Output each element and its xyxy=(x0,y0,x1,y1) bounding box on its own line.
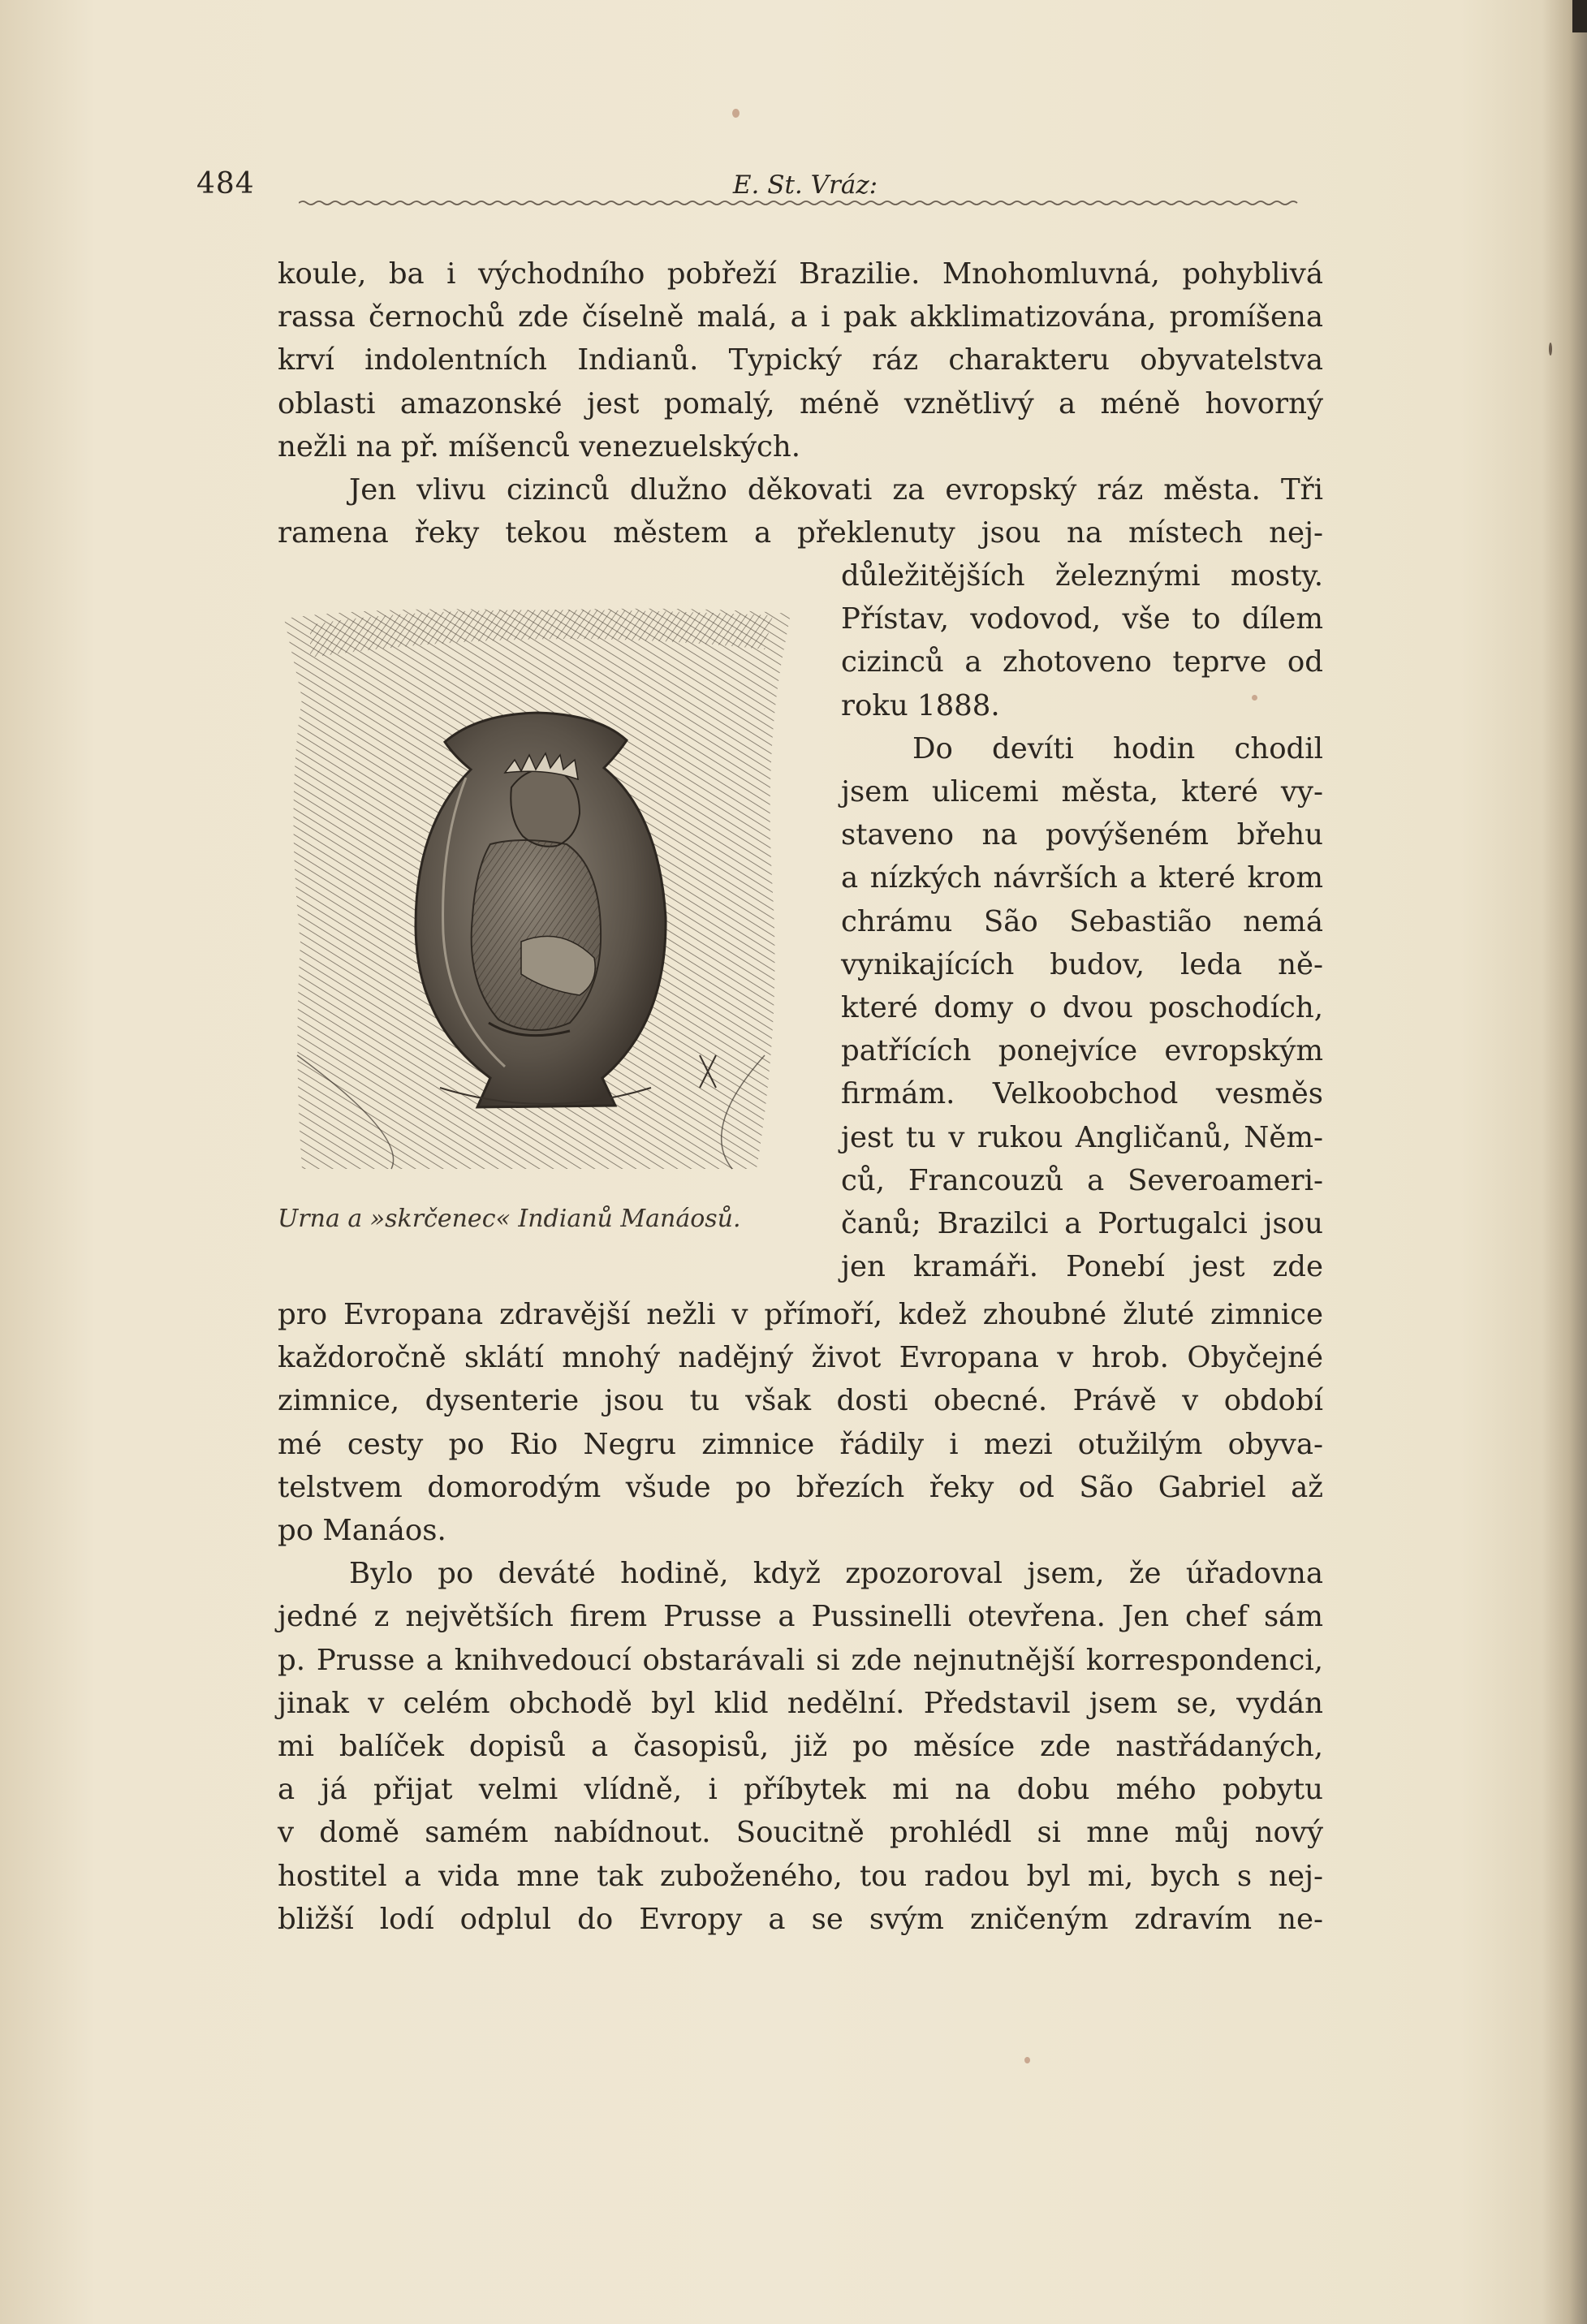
text-line: v domě samém nabídnout. Soucitně prohlédl si mne můj nový xyxy=(278,1816,1323,1850)
text-line: vynikajících budov, leda ně- xyxy=(841,947,1323,981)
text-line: a já přijat velmi vlídně, i příbytek mi na dobu mého pobytu xyxy=(278,1773,1323,1807)
text-line: rassa černochů zde číselně malá, a i pak akklimatizována, promíšena xyxy=(278,300,1323,334)
text-line: krví indolentních Indianů. Typický ráz charakteru obyvatelstva xyxy=(278,343,1323,377)
page-corner-mark xyxy=(1572,0,1587,32)
text-line: firmám. Velkoobchod vesměs xyxy=(841,1077,1323,1111)
paper-speck xyxy=(1024,2057,1030,2063)
text-line: cizinců a zhotoveno teprve od xyxy=(841,645,1323,679)
text-line: důležitějších železnými mosty. xyxy=(841,559,1323,593)
paper-speck xyxy=(1549,343,1552,356)
text-line: roku 1888. xyxy=(841,688,1000,722)
running-head: E. St. Vráz: xyxy=(732,170,878,200)
text-line: ramena řeky tekou městem a překlenuty jsou na místech nej- xyxy=(278,516,1323,550)
text-line: pro Evropana zdravější nežli v přímoří, kdež zhoubné žluté zimnice xyxy=(278,1298,1323,1331)
text-line: mi balíček dopisů a časopisů, již po měsíce zde nastřádaných, xyxy=(278,1730,1323,1763)
text-line: koule, ba i východního pobřeží Brazilie. Mnohomluvná, pohyblivá xyxy=(278,257,1323,291)
text-line: ců, Francouzů a Severoameri- xyxy=(841,1163,1323,1197)
text-line: patřících ponejvíce evropským xyxy=(841,1034,1323,1068)
text-line: bližší lodí odplul do Evropy a se svým zničeným zdravím ne- xyxy=(278,1902,1323,1936)
text-line: jen kramáři. Ponebí jest zde xyxy=(841,1250,1323,1284)
text-line: které domy o dvou poschodích, xyxy=(841,991,1323,1024)
text-line: jest tu v rukou Angličanů, Něm- xyxy=(841,1120,1323,1154)
text-line: Přístav, vodovod, vše to dílem xyxy=(841,602,1323,636)
figure-caption: Urna a »skrčenec« Indianů Manáosů. xyxy=(278,1205,741,1233)
paper-speck xyxy=(732,109,740,118)
text-line: Jen vlivu cizinců dlužno děkovati za evropský ráz města. Tři xyxy=(349,473,1323,507)
text-line: a nízkých návrších a které krom xyxy=(841,861,1323,895)
text-line: nežli na př. míšenců venezuelských. xyxy=(278,429,801,464)
text-line: každoročně sklátí mnohý nadějný život Evropana v hrob. Obyčejné xyxy=(278,1341,1323,1375)
page-number: 484 xyxy=(196,167,255,200)
header-wavy-rule xyxy=(299,188,1323,213)
text-line: telstvem domorodým všude po březích řeky od São Gabriel až xyxy=(278,1470,1323,1504)
text-line: chrámu São Sebastião nemá xyxy=(841,904,1323,938)
text-line: staveno na povýšeném břehu xyxy=(841,818,1323,852)
text-line: po Manáos. xyxy=(278,1514,446,1547)
text-line: hostitel a vida mne tak zuboženého, tou radou byl mi, bych s nej- xyxy=(278,1859,1323,1893)
text-line: mé cesty po Rio Negru zimnice řádily i mezi otužilým obyva- xyxy=(278,1427,1323,1461)
text-line: jsem ulicemi města, které vy- xyxy=(841,775,1323,808)
text-line: zimnice, dysenterie jsou tu však dosti obecné. Právě v období xyxy=(278,1384,1323,1418)
text-line: Do devíti hodin chodil xyxy=(912,731,1323,765)
text-line: p. Prusse a knihvedoucí obstarávali si zde nejnutnější korrespondenci, xyxy=(278,1643,1323,1677)
text-line: jedné z největších firem Prusse a Pussinelli otevřena. Jen chef sám xyxy=(278,1600,1323,1634)
urn-burial-illustration xyxy=(278,601,797,1185)
text-line: oblasti amazonské jest pomalý, méně vznětlivý a méně hovorný xyxy=(278,386,1323,420)
text-line: Bylo po deváté hodině, když zpozoroval jsem, že úřadovna xyxy=(349,1557,1323,1591)
text-line: jinak v celém obchodě byl klid nedělní. Představil jsem se, vydán xyxy=(278,1686,1323,1720)
text-line: čanů; Brazilci a Portugalci jsou xyxy=(841,1207,1323,1240)
